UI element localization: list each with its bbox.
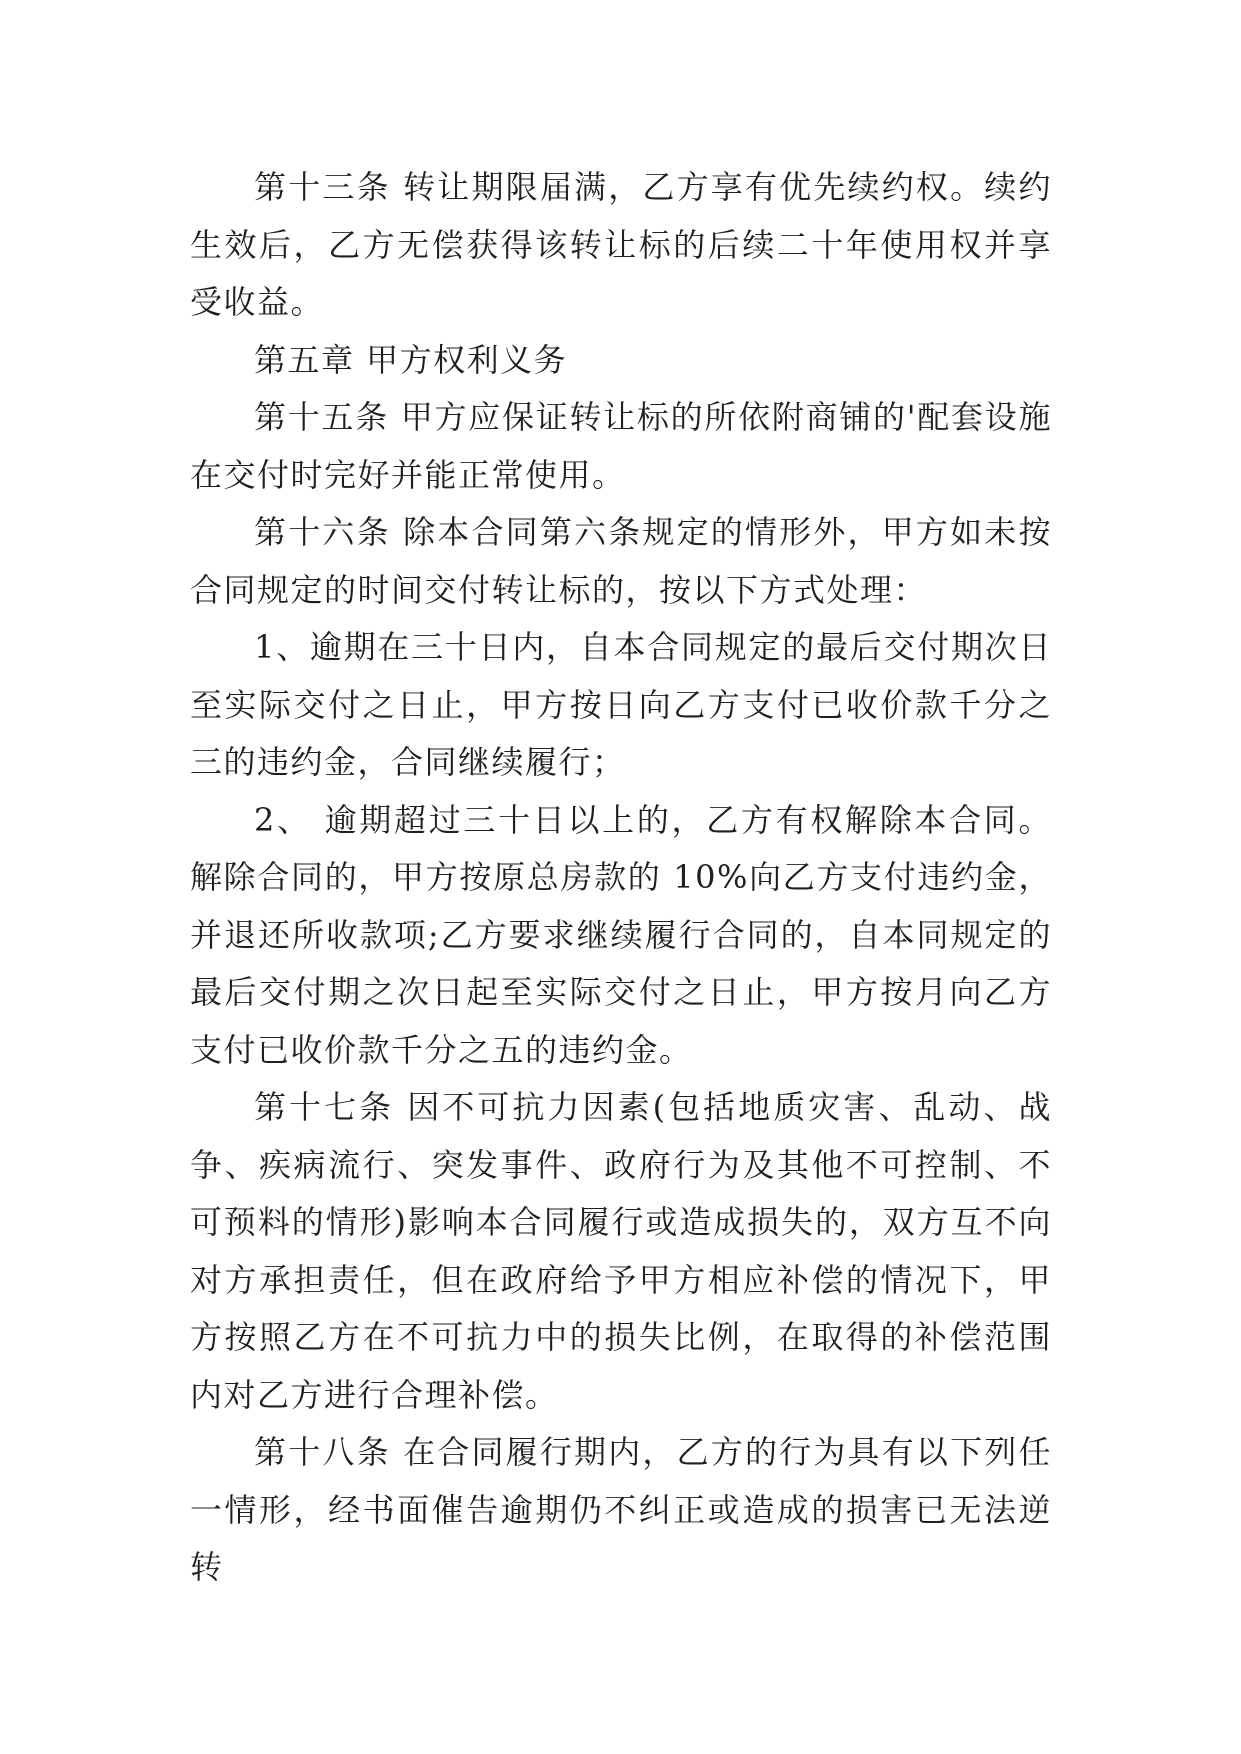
- document-body: [190, 159, 1052, 1597]
- paragraph-article-17: 第十七条 因不可抗力因素(包括地质灾害、乱动、战争、疾病流行、突发事件、政府行为及其他不可控制、不可预料的情形)影响本合同履行或造成损失的，双方互不向对方承担责任，但在政府给予甲方相应补偿的情况下，甲方按照乙方在不可抗力中的损失比例，在取得的补偿范围内对乙方进行合理补偿。: [190, 1088, 1052, 1414]
- paragraph-article-16: 第十六条 除本合同第六条规定的情形外，甲方如未按合同规定的时间交付转让标的，按以下方式处理：: [190, 513, 1052, 609]
- chapter-5-heading: 第五章 甲方权利义务: [254, 340, 568, 379]
- paragraph-article-15: 第十五条 甲方应保证转让标的所依附商铺的'配套设施在交付时完好并能正常使用。: [190, 398, 1052, 494]
- list-item-2: 2、 逾期超过三十日以上的，乙方有权解除本合同。解除合同的，甲方按原总房款的 10%向乙方支付违约金，并退还所收款项;乙方要求继续履行合同的，自本同规定的最后交付期之次日起至实际交付之日止，甲方按月向乙方支付已收价款千分之五的违约金。: [190, 800, 1052, 1069]
- paragraph-article-13: 第十三条 转让期限届满，乙方享有优先续约权。续约生效后，乙方无偿获得该转让标的后续二十年使用权并享受收益。: [190, 168, 1052, 321]
- list-item-1: 1、逾期在三十日内，自本合同规定的最后交付期次日至实际交付之日止，甲方按日向乙方支付已收价款千分之三的违约金，合同继续履行；: [190, 628, 1052, 781]
- paragraph-article-18: 第十八条 在合同履行期内，乙方的行为具有以下列任一情形，经书面催告逾期仍不纠正或造成的损害已无法逆转: [190, 1433, 1052, 1586]
